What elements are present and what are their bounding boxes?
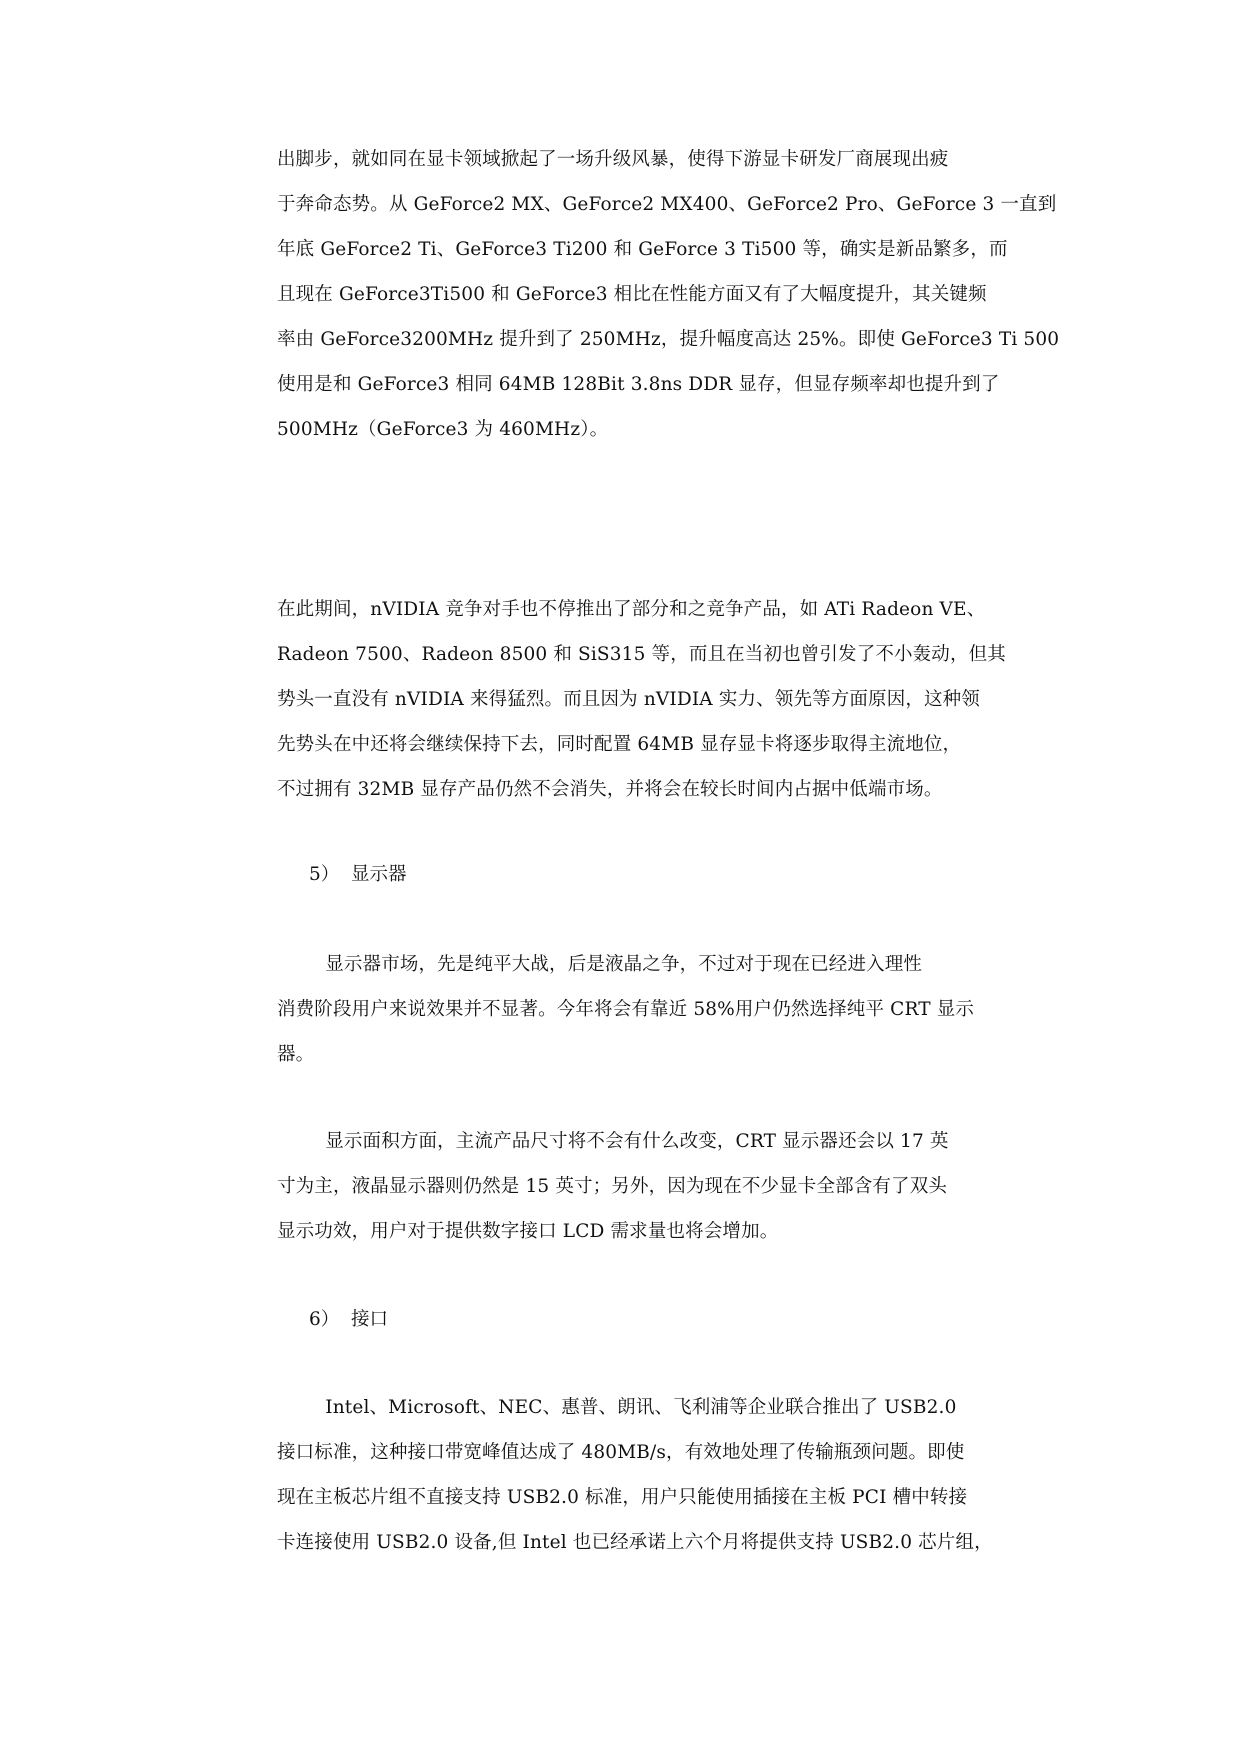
paragraph-line: 使用是和 GeForce3 相同 64MB 128Bit 3.8ns DDR 显存，但显存频率却也提升到了 bbox=[277, 374, 1000, 395]
paragraph-line: 显示器市场，先是纯平大战，后是液晶之争，不过对于现在已经进入理性 bbox=[277, 954, 923, 975]
paragraph-gpu-history bbox=[277, 137, 1062, 452]
paragraph-line: Radeon 7500、Radeon 8500 和 SiS315 等，而且在当初也曾引发了不小轰动，但其 bbox=[277, 644, 1006, 665]
paragraph-line: 不过拥有 32MB 显存产品仍然不会消失，并将会在较长时间内占据中低端市场。 bbox=[277, 779, 943, 800]
paragraph-display-size bbox=[277, 1119, 1062, 1254]
paragraph-monitor-market bbox=[277, 942, 1062, 1077]
section-heading-interface: 6） 接口 bbox=[309, 1309, 389, 1330]
paragraph-line: 消费阶段用户来说效果并不显著。今年将会有靠近 58%用户仍然选择纯平 CRT 显示 bbox=[277, 999, 975, 1020]
paragraph-line: 寸为主，液晶显示器则仍然是 15 英寸；另外，因为现在不少显卡全部含有了双头 bbox=[277, 1176, 948, 1197]
paragraph-line: 且现在 GeForce3Ti500 和 GeForce3 相比在性能方面又有了大幅度提升，其关键频 bbox=[277, 284, 987, 305]
paragraph-line: Intel、Microsoft、NEC、惠普、朗讯、飞利浦等企业联合推出了 USB2.0 bbox=[277, 1397, 957, 1418]
paragraph-line: 率由 GeForce3200MHz 提升到了 250MHz，提升幅度高达 25%。即使 GeForce3 Ti 500 bbox=[277, 329, 1060, 350]
paragraph-line: 接口标准，这种接口带宽峰值达成了 480MB/s，有效地处理了传输瓶颈问题。即使 bbox=[277, 1442, 965, 1463]
paragraph-line: 显示面积方面，主流产品尺寸将不会有什么改变，CRT 显示器还会以 17 英 bbox=[277, 1131, 949, 1152]
section-heading-monitor: 5） 显示器 bbox=[309, 864, 407, 885]
paragraph-line: 卡连接使用 USB2.0 设备,但 Intel 也已经承诺上六个月将提供支持 USB2.0 芯片组， bbox=[277, 1532, 993, 1553]
paragraph-line: 出脚步，就如同在显卡领域掀起了一场升级风暴，使得下游显卡研发厂商展现出疲 bbox=[277, 149, 949, 170]
paragraph-competitors bbox=[277, 587, 1062, 812]
paragraph-line: 在此期间，nVIDIA 竞争对手也不停推出了部分和之竞争产品，如 ATi Radeon VE、 bbox=[277, 599, 986, 620]
paragraph-line: 先势头在中还将会继续保持下去，同时配置 64MB 显存显卡将逐步取得主流地位， bbox=[277, 734, 962, 755]
paragraph-line: 显示功效，用户对于提供数字接口 LCD 需求量也将会增加。 bbox=[277, 1221, 779, 1242]
paragraph-line: 现在主板芯片组不直接支持 USB2.0 标准，用户只能使用插接在主板 PCI 槽中转接 bbox=[277, 1487, 968, 1508]
paragraph-line: 于奔命态势。从 GeForce2 MX、GeForce2 MX400、GeForce2 Pro、GeForce 3 一直到 bbox=[277, 194, 1057, 215]
paragraph-line: 势头一直没有 nVIDIA 来得猛烈。而且因为 nVIDIA 实力、领先等方面原因，这种领 bbox=[277, 689, 980, 710]
paragraph-line: 年底 GeForce2 Ti、GeForce3 Ti200 和 GeForce 3 Ti500 等，确实是新品繁多，而 bbox=[277, 239, 1008, 260]
paragraph-line: 器。 bbox=[277, 1044, 315, 1065]
paragraph-usb bbox=[277, 1385, 1062, 1565]
paragraph-line: 500MHz（GeForce3 为 460MHz）。 bbox=[277, 419, 609, 440]
